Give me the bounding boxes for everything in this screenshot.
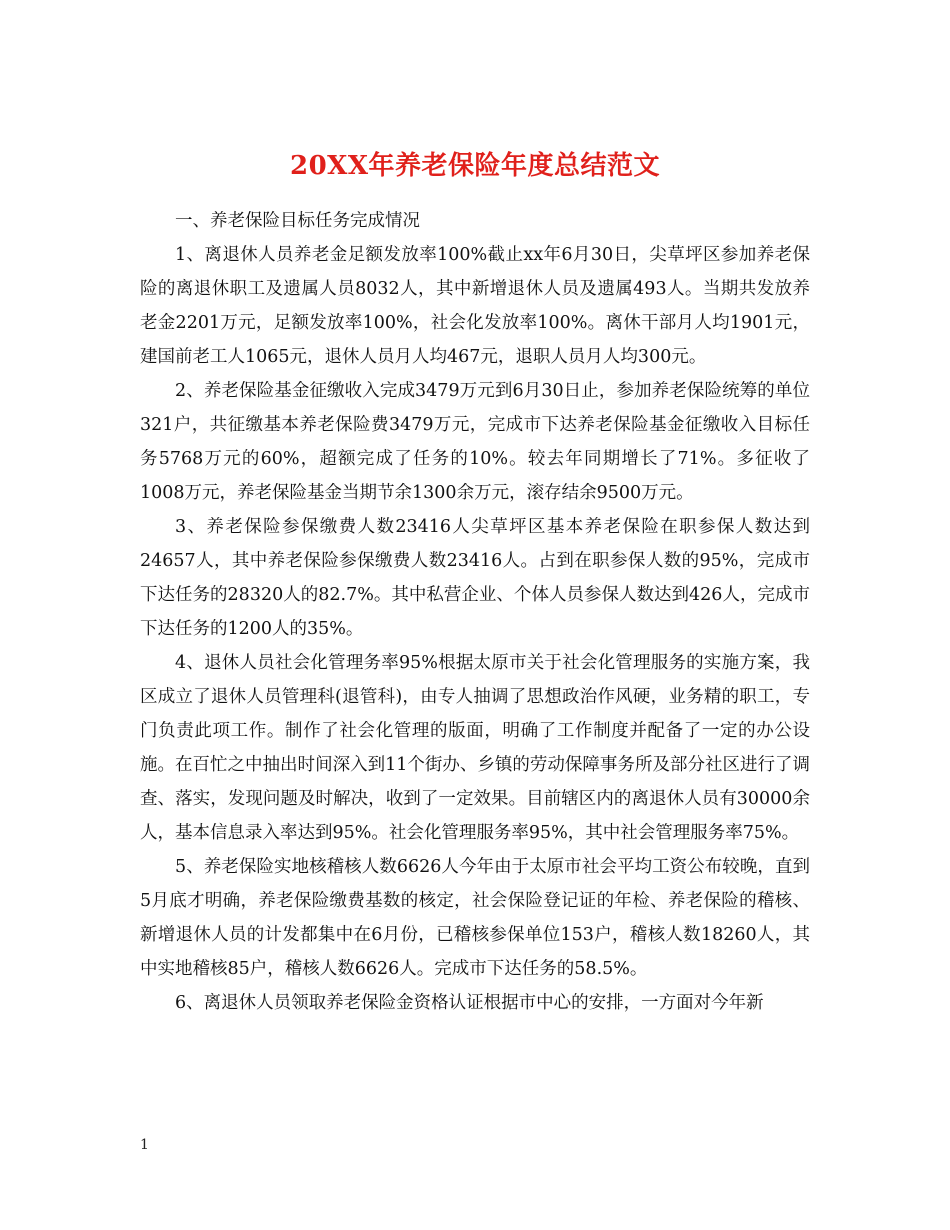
document-title: 20XX年养老保险年度总结范文	[289, 151, 661, 182]
paragraph-3: 3、养老保险参保缴费人数23416人尖草坪区基本养老保险在职参保人数达到24657人，其中养老保险参保缴费人数23416人。占到在职参保人数的95%，完成市下达任务的28320人的82.7%。其中私营企业、个体人员参保人数达到426人，完成市下达任务的1200人的35%。	[140, 517, 810, 639]
paragraph-1: 1、离退休人员养老金足额发放率100%截止xx年6月30日，尖草坪区参加养老保险的离退休职工及遗属人员8032人，其中新增退休人员及遗属493人。当期共发放养老金2201万元，足额发放率100%，社会化发放率100%。离休干部月人均1901元，建国前老工人1065元，退休人员月人均467元，退职人员月人均300元。	[140, 245, 810, 367]
paragraph-2: 2、养老保险基金征缴收入完成3479万元到6月30日止，参加养老保险统筹的单位321户，共征缴基本养老保险费3479万元，完成市下达养老保险基金征缴收入目标任务5768万元的60%，超额完成了任务的10%。较去年同期增长了71%。多征收了1008万元，养老保险基金当期节余1300余万元，滚存结余9500万元。	[140, 381, 810, 503]
paragraph-5: 5、养老保险实地核稽核人数6626人今年由于太原市社会平均工资公布较晚，直到5月底才明确，养老保险缴费基数的核定，社会保险登记证的年检、养老保险的稽核、新增退休人员的计发都集中在6月份，已稽核参保单位153户，稽核人数18260人，其中实地稽核85户，稽核人数6626人。完成市下达任务的58.5%。	[140, 857, 810, 979]
document-body	[140, 204, 810, 1020]
paragraph-4: 4、退休人员社会化管理务率95%根据太原市关于社会化管理服务的实施方案，我区成立了退休人员管理科(退管科)，由专人抽调了思想政治作风硬，业务精的职工，专门负责此项工作。制作了社会化管理的版面，明确了工作制度并配备了一定的办公设施。在百忙之中抽出时间深入到11个街办、乡镇的劳动保障事务所及部分社区进行了调查、落实，发现问题及时解决，收到了一定效果。目前辖区内的离退休人员有30000余人，基本信息录入率达到95%。社会化管理服务率95%，其中社会管理服务率75%。	[140, 653, 810, 843]
paragraph-6: 6、离退休人员领取养老保险金资格认证根据市中心的安排，一方面对今年新	[175, 993, 764, 1013]
page-number: 1	[140, 1137, 149, 1153]
section-heading: 一、养老保险目标任务完成情况	[175, 211, 420, 231]
